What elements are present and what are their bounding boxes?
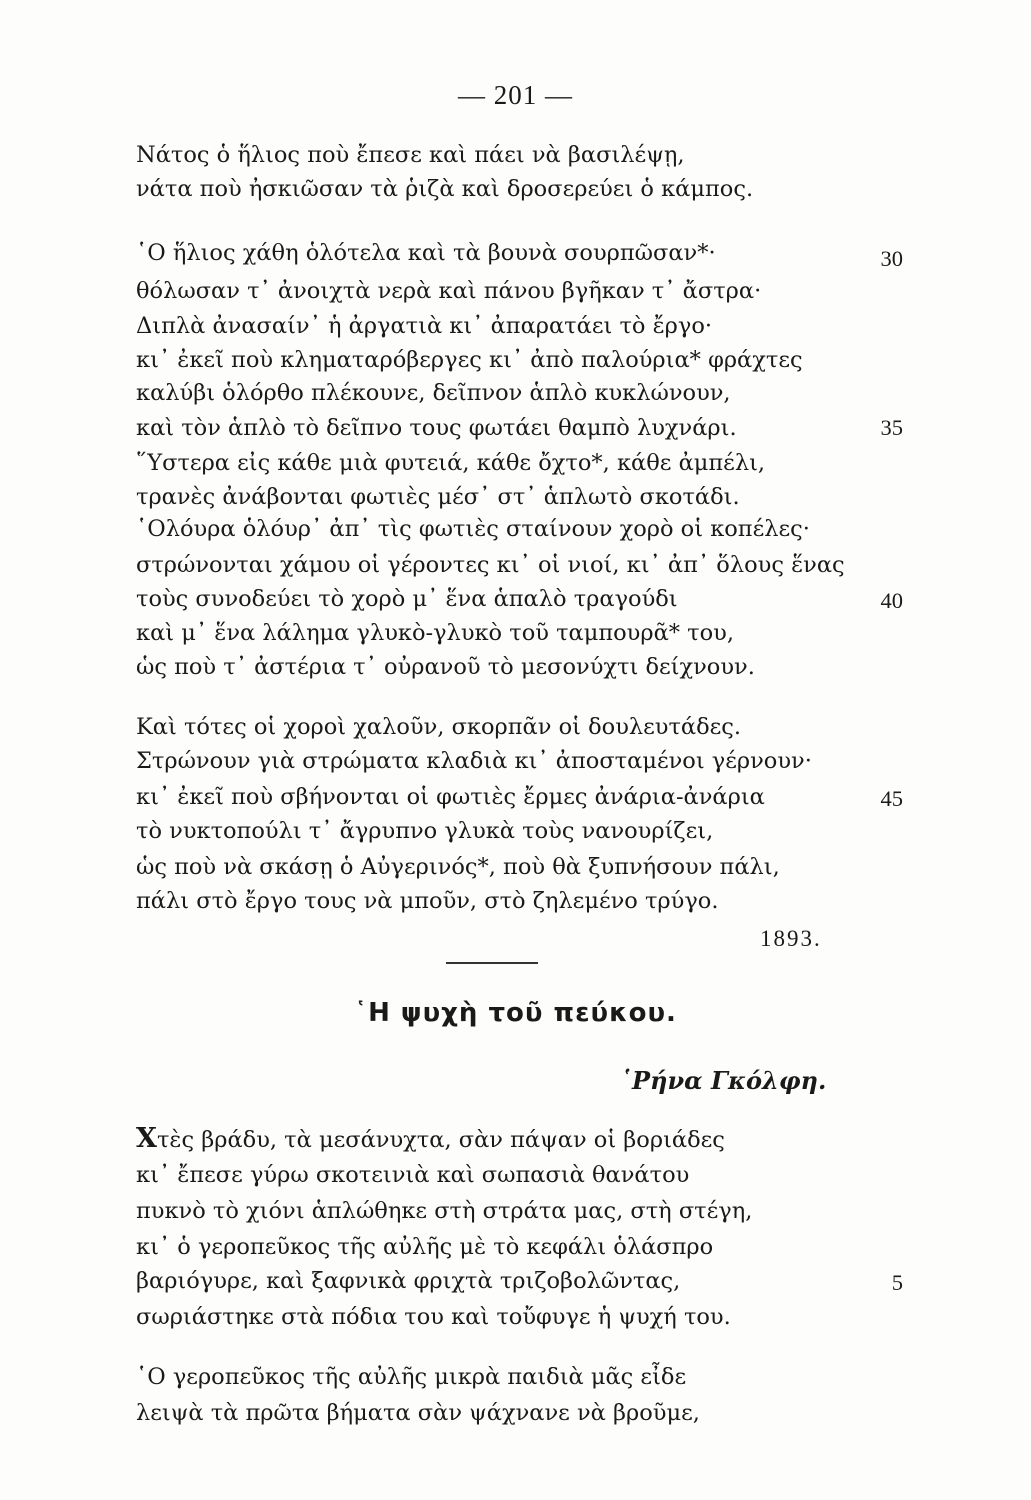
page-number: — 201 —	[458, 80, 573, 110]
line-number: 5	[891, 1270, 903, 1295]
verse-line: πυκνὸ τὸ χιόνι ἁπλώθηκε στὴ στράτα μας, στὴ στέγη,	[136, 1198, 753, 1224]
verse-line: ῾Ο ἥλιος χάθη ὁλότελα καὶ τὰ βουνὰ σουρπῶσαν*·	[136, 240, 716, 266]
verse-line: σωριάστηκε στὰ πόδια του καὶ τοὔφυγε ἡ ψυχή του.	[136, 1304, 731, 1330]
line-number: 30	[880, 246, 903, 271]
verse-text: τὲς βράδυ, τὰ μεσάνυχτα, σὰν πάψαν οἱ βοριάδες	[156, 1127, 725, 1153]
verse-line: καὶ τὸν ἁπλὸ τὸ δεῖπνο τους φωτάει θαμπὸ λυχνάρι.	[136, 415, 737, 441]
verse-line: κι᾿ ἐκεῖ ποὺ κληματαρόβεργες κι᾿ ἀπὸ παλούρια* φράχτες	[136, 347, 803, 373]
verse-line: καὶ μ᾿ ἕνα λάλημα γλυκὸ-γλυκὸ τοῦ ταμπουρᾶ* του,	[136, 620, 735, 646]
verse-line: ῞Υστερα εἰς κάθε μιὰ φυτειά, κάθε ὄχτο*, κάθε ἀμπέλι,	[136, 450, 766, 476]
verse-line: τὸ νυκτοπούλι τ᾿ ἄγρυπνο γλυκὰ τοὺς νανουρίζει,	[136, 818, 714, 844]
verse-line: ὡς ποὺ νὰ σκάσῃ ὁ Αὐγερινός*, ποὺ θὰ ξυπνήσουν πάλι,	[136, 854, 780, 880]
verse-line: πάλι στὸ ἔργο τους νὰ μποῦν, στὸ ζηλεμένο τρύγο.	[136, 888, 719, 914]
verse-line: Καὶ τότες οἱ χοροὶ χαλοῦν, σκορπᾶν οἱ δουλευτάδες.	[136, 714, 742, 740]
section-divider	[446, 962, 538, 964]
verse-line-first	[136, 1124, 725, 1155]
verse-line: τοὺς συνοδεύει τὸ χορὸ μ᾿ ἕνα ἁπαλὸ τραγούδι	[136, 586, 678, 612]
verse-line: ὡς ποὺ τ᾿ ἀστέρια τ᾿ οὐρανοῦ τὸ μεσονύχτι δείχνουν.	[136, 654, 755, 680]
poem-author: ῾Ρήνα Γκόλφη.	[620, 1066, 827, 1095]
poem-title: ῾Η ψυχὴ τοῦ πεύκου.	[354, 998, 677, 1028]
verse-line: τρανὲς ἀνάβονται φωτιὲς μέσ᾿ στ᾿ ἁπλωτὸ σκοτάδι.	[136, 484, 740, 510]
drop-cap: Χ	[136, 1123, 157, 1154]
line-number: 35	[880, 415, 903, 440]
verse-line: βαριόγυρε, καὶ ξαφνικὰ φριχτὰ τριζοβολῶντας,	[136, 1268, 681, 1294]
verse-line: λειψὰ τὰ πρῶτα βήματα σὰν ψάχνανε νὰ βροῦμε,	[136, 1400, 700, 1426]
verse-line: κι᾿ ὁ γεροπεῦκος τῆς αὐλῆς μὲ τὸ κεφάλι ὁλάσπρο	[136, 1234, 714, 1260]
line-number: 40	[880, 588, 903, 613]
verse-line: θόλωσαν τ᾿ ἀνοιχτὰ νερὰ καὶ πάνου βγῆκαν τ᾿ ἄστρα·	[136, 278, 762, 304]
verse-line: Νάτος ὁ ἥλιος ποὺ ἔπεσε καὶ πάει νὰ βασιλέψῃ,	[136, 142, 685, 168]
line-number: 45	[880, 786, 903, 811]
verse-line: ῾Ολόυρα ὁλόυρ᾿ ἀπ᾿ τὶς φωτιὲς σταίνουν χορὸ οἱ κοπέλες·	[136, 516, 810, 542]
verse-line: κι᾿ ἐκεῖ ποὺ σβήνονται οἱ φωτιὲς ἔρμες ἀνάρια-ἀνάρια	[136, 784, 765, 810]
verse-line: Διπλὰ ἀνασαίν᾿ ἡ ἀργατιὰ κι᾿ ἀπαρατάει τὸ ἔργο·	[136, 313, 713, 339]
verse-line: Στρώνουν γιὰ στρώματα κλαδιὰ κι᾿ ἀποσταμένοι γέρνουν·	[136, 748, 812, 774]
verse-line: ῾Ο γεροπεῦκος τῆς αὐλῆς μικρὰ παιδιὰ μᾶς εἶδε	[136, 1364, 687, 1390]
poem-date: 1893.	[760, 926, 822, 951]
verse-line: στρώνονται χάμου οἱ γέροντες κι᾿ οἱ νιοί, κι᾿ ἀπ᾿ ὅλους ἕνας	[136, 552, 845, 578]
verse-line: νάτα ποὺ ἠσκιῶσαν τὰ ῥιζὰ καὶ δροσερεύει ὁ κάμπος.	[136, 176, 754, 202]
verse-line: κι᾿ ἔπεσε γύρω σκοτεινιὰ καὶ σωπασιὰ θανάτου	[136, 1162, 690, 1188]
verse-line: καλύβι ὁλόρθο πλέκουνε, δεῖπνον ἁπλὸ κυκλώνουν,	[136, 380, 731, 406]
